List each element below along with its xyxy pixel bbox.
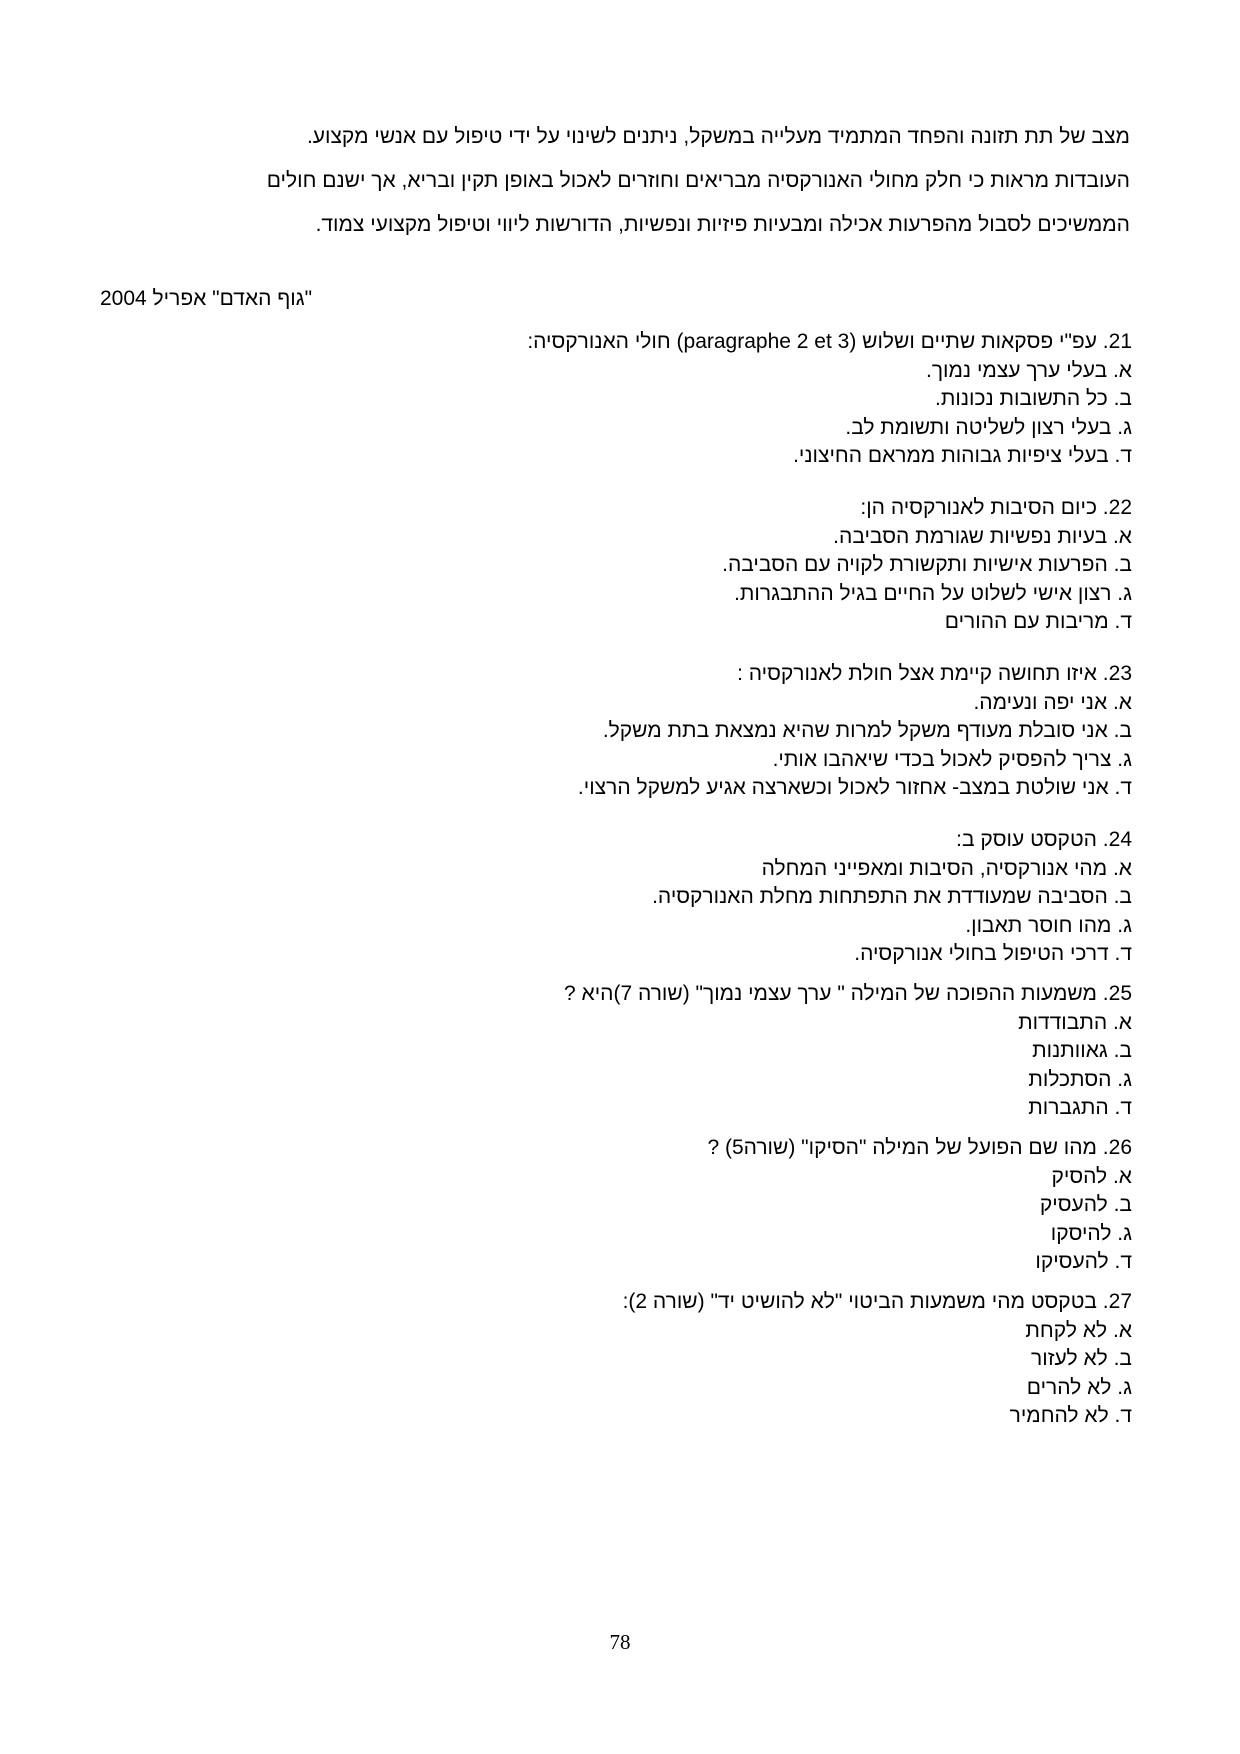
answer-option: א. התבודדות bbox=[1018, 1010, 1132, 1034]
answer-option: ד. דרכי הטיפול בחולי אנורקסיה. bbox=[854, 942, 1132, 965]
answer-option: ב. גאוותנות bbox=[1032, 1039, 1132, 1062]
intro-line: מצב של תת תזונה והפחד המתמיד מעלייה במשקל, ניתנים לשינוי על ידי טיפול עם אנשי מקצוע. bbox=[306, 125, 1130, 148]
question-stem: 24. הטקסט עוסק ב: bbox=[956, 828, 1132, 851]
answer-option: ג. רצון אישי לשלוט על החיים בגיל ההתבגרות. bbox=[734, 581, 1132, 605]
answer-option: ב. להעסיק bbox=[1039, 1193, 1132, 1216]
question-stem: 27. בטקסט מהי משמעות הביטוי "לא להושיט יד" (שורה 2): bbox=[622, 1290, 1132, 1313]
answer-option: ד. מריבות עם ההורים bbox=[944, 610, 1132, 633]
source-citation bbox=[100, 287, 400, 311]
question-24 bbox=[332, 826, 1132, 969]
question-26 bbox=[332, 1134, 1132, 1277]
answer-option: ב. כל התשובות נכונות. bbox=[935, 387, 1132, 410]
intro-paragraph bbox=[130, 115, 1130, 247]
answer-option: א. לא לקחת bbox=[1025, 1318, 1132, 1342]
answer-option: ד. התגברות bbox=[1028, 1096, 1132, 1119]
source-text: "גוף האדם" אפריל 2004 bbox=[100, 287, 313, 310]
answer-option: ב. אני סובלת מעודף משקל למרות שהיא נמצאת בתת משקל. bbox=[602, 719, 1132, 742]
question-27 bbox=[332, 1288, 1132, 1431]
answer-option: א. להסיק bbox=[1051, 1164, 1132, 1188]
question-stem: 21. עפ"י פסקאות שתיים ושלוש (paragraphe 2 et 3) חולי האנורקסיה: bbox=[527, 330, 1132, 353]
answer-option: ד. להעסיקו bbox=[1035, 1250, 1132, 1273]
question-stem: 22. כיום הסיבות לאנורקסיה הן: bbox=[860, 496, 1132, 519]
page-number: 78 bbox=[609, 1630, 631, 1654]
question-stem: 26. מהו שם הפועל של המילה "הסיקו" (שורה5) ? bbox=[707, 1136, 1132, 1159]
answer-option: א. בעלי ערך עצמי נמוך. bbox=[926, 358, 1132, 382]
answer-option: ג. להיסקו bbox=[1050, 1221, 1132, 1245]
question-stem: 23. איזו תחושה קיימת אצל חולת לאנורקסיה : bbox=[737, 662, 1132, 685]
answer-option: ג. צריך להפסיק לאכול בכדי שיאהבו אותי. bbox=[772, 747, 1132, 771]
question-25 bbox=[332, 980, 1132, 1123]
answer-option: ג. לא להרים bbox=[1026, 1375, 1132, 1399]
answer-option: ג. מהו חוסר תאבון. bbox=[965, 913, 1132, 937]
answer-option: ד. בעלי ציפיות גבוהות ממראם החיצוני. bbox=[793, 444, 1132, 467]
answer-option: א. מהי אנורקסיה, הסיבות ומאפייני המחלה bbox=[761, 856, 1132, 880]
question-22 bbox=[332, 494, 1132, 637]
question-23 bbox=[332, 660, 1132, 803]
answer-option: ג. הסתכלות bbox=[1028, 1067, 1132, 1091]
answer-option: ד. אני שולטת במצב- אחזור לאכול וכשארצה אגיע למשקל הרצוי. bbox=[577, 776, 1132, 799]
question-stem: 25. משמעות ההפוכה של המילה " ערך עצמי נמוך" (שורה 7)היא ? bbox=[564, 982, 1132, 1005]
answer-option: ג. בעלי רצון לשליטה ותשומת לב. bbox=[845, 415, 1132, 439]
answer-option: ב. הסביבה שמעודדת את התפתחות מחלת האנורקסיה. bbox=[652, 885, 1132, 908]
answer-option: ב. הפרעות אישיות ותקשורת לקויה עם הסביבה. bbox=[722, 553, 1132, 576]
question-21 bbox=[332, 328, 1132, 471]
intro-line: העובדות מראות כי חלק מחולי האנורקסיה מבריאים וחוזרים לאכול באופן תקין ובריא, אך ישנם חולים bbox=[266, 169, 1130, 192]
answer-option: ב. לא לעזור bbox=[1031, 1347, 1132, 1370]
answer-option: א. בעיות נפשיות שגורמת הסביבה. bbox=[833, 524, 1132, 548]
answer-option: ד. לא להחמיר bbox=[1009, 1404, 1132, 1427]
intro-line: הממשיכים לסבול מהפרעות אכילה ומבעיות פיזיות ונפשיות, הדורשות ליווי וטיפול מקצועי צמוד. bbox=[315, 213, 1130, 236]
answer-option: א. אני יפה ונעימה. bbox=[973, 690, 1132, 714]
